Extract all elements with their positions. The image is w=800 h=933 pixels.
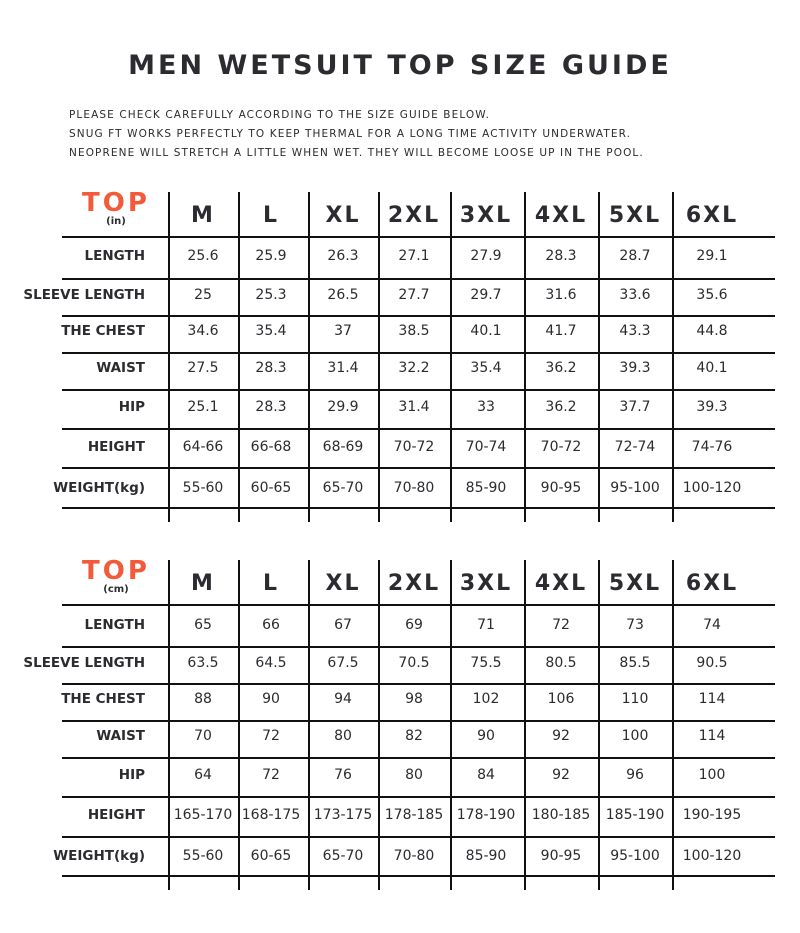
- measurement-label: WEIGHT(kg): [53, 848, 145, 864]
- table-cell: 80: [334, 728, 352, 744]
- table-cell: 114: [698, 691, 726, 707]
- measurement-label: THE CHEST: [61, 691, 145, 707]
- table-cell: 36.2: [545, 399, 577, 415]
- table-cell: 25.3: [255, 287, 287, 303]
- table-cell: 178-185: [384, 807, 444, 823]
- table-cell: 70-72: [540, 439, 582, 455]
- size-header: 2XL: [387, 203, 441, 228]
- table-cell: 28.3: [545, 248, 577, 264]
- table-cell: 25: [194, 287, 212, 303]
- size-header: M: [191, 571, 215, 596]
- column-divider: [308, 560, 310, 890]
- table-cell: 114: [698, 728, 726, 744]
- size-header: 6XL: [685, 571, 739, 596]
- table-cell: 73: [626, 617, 644, 633]
- table-cell: 26.5: [327, 287, 359, 303]
- table-cell: 60-65: [250, 480, 292, 496]
- table-cell: 27.9: [470, 248, 502, 264]
- measurement-label: WEIGHT(kg): [53, 480, 145, 496]
- table-cell: 68-69: [322, 439, 364, 455]
- note-line: PLEASE CHECK CAREFULLY ACCORDING TO THE SIZE GUIDE BELOW.: [69, 109, 491, 121]
- size-header: 3XL: [459, 571, 513, 596]
- table-cell: 29.1: [696, 248, 728, 264]
- size-header: L: [262, 571, 280, 596]
- table-cell: 67.5: [327, 655, 359, 671]
- table-cell: 85-90: [465, 848, 507, 864]
- table-cell: 34.6: [187, 323, 219, 339]
- measurement-label: HEIGHT: [87, 807, 145, 823]
- table-cell: 70.5: [398, 655, 430, 671]
- table-cell: 94: [334, 691, 352, 707]
- table-cell: 88: [194, 691, 212, 707]
- column-divider: [378, 192, 380, 522]
- table-cell: 98: [405, 691, 423, 707]
- measurement-label: HIP: [118, 399, 145, 415]
- size-header: L: [262, 203, 280, 228]
- measurement-label: HEIGHT: [87, 439, 145, 455]
- table-cell: 32.2: [398, 360, 430, 376]
- table-cell: 44.8: [696, 323, 728, 339]
- table-cell: 80: [405, 767, 423, 783]
- table-cell: 27.5: [187, 360, 219, 376]
- top-heading: TOP: [82, 556, 150, 586]
- table-cell: 65-70: [322, 480, 364, 496]
- table-cell: 25.1: [187, 399, 219, 415]
- column-divider: [524, 560, 526, 890]
- measurement-label: WAIST: [96, 360, 145, 376]
- unit-label: (cm): [103, 584, 129, 595]
- table-cell: 33.6: [619, 287, 651, 303]
- table-cell: 28.3: [255, 399, 287, 415]
- table-cell: 190-195: [682, 807, 742, 823]
- table-cell: 85.5: [619, 655, 651, 671]
- column-divider: [598, 560, 600, 890]
- table-cell: 76: [334, 767, 352, 783]
- table-cell: 75.5: [470, 655, 502, 671]
- table-cell: 55-60: [182, 480, 224, 496]
- table-cell: 31.4: [398, 399, 430, 415]
- table-cell: 70-80: [393, 848, 435, 864]
- page-title: MEN WETSUIT TOP SIZE GUIDE: [128, 50, 672, 81]
- table-cell: 100: [621, 728, 649, 744]
- table-cell: 39.3: [696, 399, 728, 415]
- table-cell: 95-100: [610, 480, 660, 496]
- table-cell: 110: [621, 691, 649, 707]
- column-divider: [238, 560, 240, 890]
- table-cell: 33: [477, 399, 495, 415]
- column-divider: [238, 192, 240, 522]
- size-header: XL: [325, 203, 361, 228]
- table-cell: 66-68: [250, 439, 292, 455]
- table-cell: 90-95: [540, 480, 582, 496]
- table-cell: 28.3: [255, 360, 287, 376]
- table-cell: 35.6: [696, 287, 728, 303]
- table-cell: 96: [626, 767, 644, 783]
- table-cell: 178-190: [456, 807, 516, 823]
- table-cell: 29.7: [470, 287, 502, 303]
- table-cell: 95-100: [610, 848, 660, 864]
- table-cell: 64.5: [255, 655, 287, 671]
- measurement-label: WAIST: [96, 728, 145, 744]
- table-cell: 100-120: [682, 480, 742, 496]
- table-cell: 55-60: [182, 848, 224, 864]
- measurement-label: THE CHEST: [61, 323, 145, 339]
- table-cell: 82: [405, 728, 423, 744]
- table-cell: 25.9: [255, 248, 287, 264]
- table-cell: 35.4: [255, 323, 287, 339]
- unit-label: (in): [106, 216, 126, 227]
- measurement-label: HIP: [118, 767, 145, 783]
- measurement-label: SLEEVE LENGTH: [23, 287, 145, 303]
- table-cell: 92: [552, 767, 570, 783]
- table-cell: 80.5: [545, 655, 577, 671]
- size-header: 2XL: [387, 571, 441, 596]
- table-cell: 90-95: [540, 848, 582, 864]
- table-cell: 25.6: [187, 248, 219, 264]
- table-cell: 65-70: [322, 848, 364, 864]
- column-divider: [168, 560, 170, 890]
- note-line: SNUG FT WORKS PERFECTLY TO KEEP THERMAL FOR A LONG TIME ACTIVITY UNDERWATER.: [69, 128, 632, 140]
- column-divider: [672, 560, 674, 890]
- size-header: 4XL: [534, 571, 588, 596]
- measurement-label: SLEEVE LENGTH: [23, 655, 145, 671]
- table-cell: 180-185: [531, 807, 591, 823]
- column-divider: [598, 192, 600, 522]
- table-cell: 27.7: [398, 287, 430, 303]
- table-cell: 100-120: [682, 848, 742, 864]
- size-header: 5XL: [608, 571, 662, 596]
- table-cell: 90.5: [696, 655, 728, 671]
- table-cell: 38.5: [398, 323, 430, 339]
- table-cell: 64: [194, 767, 212, 783]
- size-header: 4XL: [534, 203, 588, 228]
- table-cell: 72: [262, 767, 280, 783]
- table-cell: 64-66: [182, 439, 224, 455]
- column-divider: [450, 192, 452, 522]
- size-guide-notes: [69, 106, 644, 163]
- size-header: XL: [325, 571, 361, 596]
- table-cell: 106: [547, 691, 575, 707]
- measurement-label: LENGTH: [84, 617, 145, 633]
- table-cell: 90: [262, 691, 280, 707]
- table-cell: 70-72: [393, 439, 435, 455]
- table-cell: 70-74: [465, 439, 507, 455]
- table-cell: 165-170: [173, 807, 233, 823]
- table-cell: 40.1: [470, 323, 502, 339]
- table-cell: 31.6: [545, 287, 577, 303]
- table-cell: 70-80: [393, 480, 435, 496]
- table-cell: 69: [405, 617, 423, 633]
- table-cell: 28.7: [619, 248, 651, 264]
- table-cell: 37: [334, 323, 352, 339]
- table-cell: 100: [698, 767, 726, 783]
- column-divider: [672, 192, 674, 522]
- column-divider: [378, 560, 380, 890]
- table-cell: 102: [472, 691, 500, 707]
- table-cell: 27.1: [398, 248, 430, 264]
- column-divider: [524, 192, 526, 522]
- table-cell: 84: [477, 767, 495, 783]
- size-header: 3XL: [459, 203, 513, 228]
- table-unit-label: [80, 558, 152, 596]
- table-cell: 65: [194, 617, 212, 633]
- table-cell: 168-175: [241, 807, 301, 823]
- table-cell: 40.1: [696, 360, 728, 376]
- table-cell: 72-74: [614, 439, 656, 455]
- table-cell: 37.7: [619, 399, 651, 415]
- table-cell: 92: [552, 728, 570, 744]
- table-cell: 90: [477, 728, 495, 744]
- table-cell: 41.7: [545, 323, 577, 339]
- measurement-label: LENGTH: [84, 248, 145, 264]
- table-cell: 29.9: [327, 399, 359, 415]
- table-cell: 71: [477, 617, 495, 633]
- table-cell: 39.3: [619, 360, 651, 376]
- size-header: 6XL: [685, 203, 739, 228]
- note-line: NEOPRENE WILL STRETCH A LITTLE WHEN WET. THEY WILL BECOME LOOSE UP IN THE POOL.: [69, 147, 644, 159]
- table-cell: 66: [262, 617, 280, 633]
- table-cell: 173-175: [313, 807, 373, 823]
- column-divider: [308, 192, 310, 522]
- table-cell: 63.5: [187, 655, 219, 671]
- table-cell: 67: [334, 617, 352, 633]
- size-header: M: [191, 203, 215, 228]
- table-cell: 74: [703, 617, 721, 633]
- table-cell: 70: [194, 728, 212, 744]
- column-divider: [450, 560, 452, 890]
- table-cell: 72: [552, 617, 570, 633]
- column-divider: [168, 192, 170, 522]
- table-cell: 185-190: [605, 807, 665, 823]
- table-cell: 35.4: [470, 360, 502, 376]
- table-cell: 60-65: [250, 848, 292, 864]
- table-cell: 43.3: [619, 323, 651, 339]
- table-cell: 26.3: [327, 248, 359, 264]
- table-cell: 36.2: [545, 360, 577, 376]
- table-cell: 85-90: [465, 480, 507, 496]
- table-cell: 74-76: [691, 439, 733, 455]
- size-header: 5XL: [608, 203, 662, 228]
- table-unit-label: [80, 190, 152, 228]
- table-cell: 31.4: [327, 360, 359, 376]
- table-cell: 72: [262, 728, 280, 744]
- top-heading: TOP: [82, 188, 150, 218]
